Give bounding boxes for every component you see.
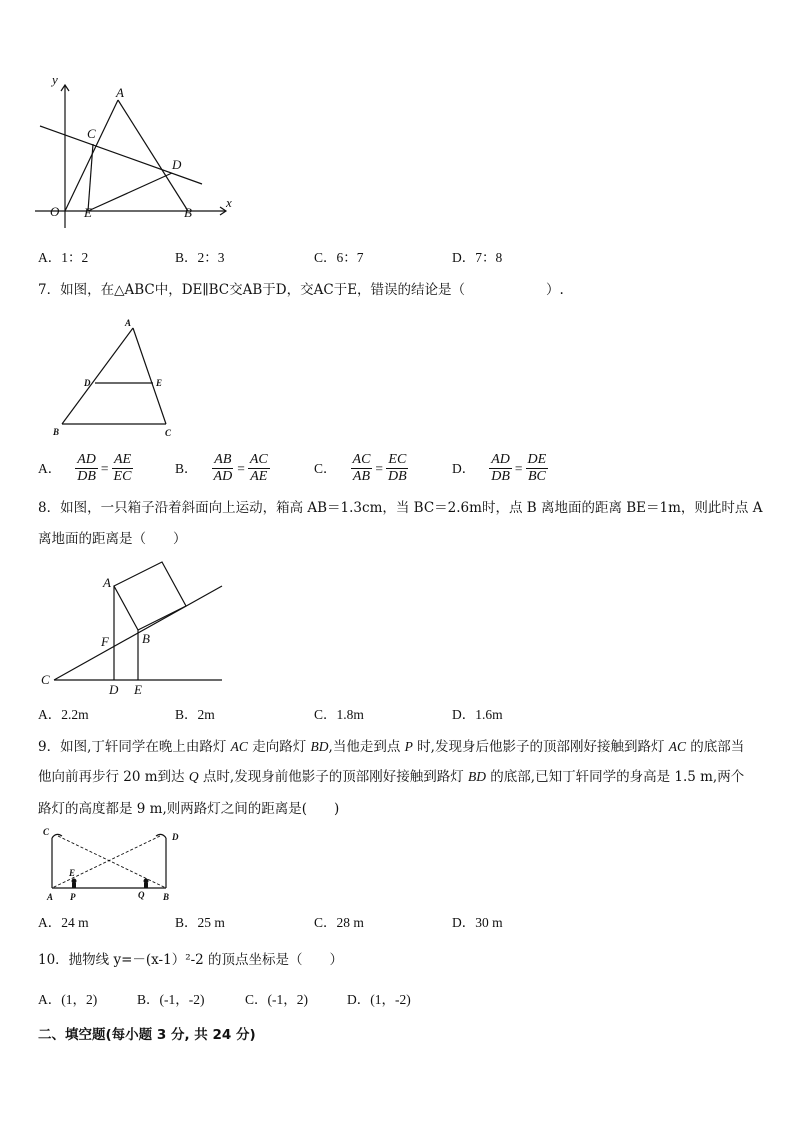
q6-option-b[interactable]: B．2：3	[175, 250, 225, 265]
label-E: E	[69, 868, 76, 878]
q9-option-c[interactable]: C．28 m	[314, 915, 364, 930]
q9-text-line1: 9．如图,丁轩同学在晚上由路灯 AC 走向路灯 BD,当他走到点 P 时,发现身后他影子的顶部刚好接触到路灯 AC 的底部当	[38, 739, 745, 755]
label-O: O	[50, 204, 60, 219]
q8-text-line2: 离地面的距离是（ ）	[38, 531, 187, 547]
option-letter: C．	[314, 460, 337, 476]
label-Q: Q	[138, 890, 145, 900]
label-B: B	[184, 205, 192, 220]
label-P: P	[70, 892, 76, 902]
label-E: E	[134, 682, 142, 697]
fraction: $\frac{AE}{EC}$	[113, 452, 132, 484]
section-title: 二、填空题(每小题 3 分, 共 24 分)	[38, 1027, 256, 1043]
label-x: x	[226, 195, 232, 210]
q9-option-d[interactable]: D．30 m	[452, 915, 503, 930]
fraction: $\frac{AB}{AD}$	[213, 452, 233, 484]
label-D: D	[84, 378, 91, 388]
q7-option-a[interactable]: A． $\frac{AD}{DB}$ = $\frac{AE}{EC}$	[38, 452, 132, 484]
label-F: F	[101, 634, 109, 649]
q7-option-b[interactable]: B． $\frac{AB}{AD}$ = $\frac{AC}{AE}$	[175, 452, 268, 484]
q9-text-line3: 路灯的高度都是 9 m,则两路灯之间的距离是( )	[38, 801, 340, 817]
fraction: $\frac{AC}{AB}$	[352, 452, 371, 484]
label-B: B	[142, 631, 150, 646]
figure-q7	[48, 316, 188, 442]
fraction: $\frac{AC}{AE}$	[249, 452, 268, 484]
label-y: y	[52, 72, 58, 87]
q9-option-a[interactable]: A．24 m	[38, 915, 89, 930]
label-C: C	[43, 827, 50, 837]
q6-option-d[interactable]: D．7：8	[452, 250, 503, 265]
figure-q9	[38, 826, 188, 904]
label-D: D	[172, 832, 179, 842]
option-letter: D．	[452, 460, 476, 476]
q8-text-line1: 8．如图，一只箱子沿着斜面向上运动，箱高 AB＝1.3cm，当 BC＝2.6m时，点 B 离地面的距离 BE＝1m，则此时点 A	[38, 500, 763, 516]
label-B: B	[163, 892, 170, 902]
label-C: C	[165, 428, 172, 438]
label-E: E	[84, 205, 92, 220]
label-E: E	[156, 378, 163, 388]
figure-q6	[30, 70, 250, 230]
label-B: B	[53, 427, 60, 437]
q9-text-line2: 他向前再步行 20 m到达 Q 点时,发现身前他影子的顶部刚好接触到路灯 BD 的底部,已知丁轩同学的身高是 1.5 m,两个	[38, 769, 745, 785]
label-C: C	[41, 672, 50, 687]
q8-option-a[interactable]: A．2.2m	[38, 707, 89, 722]
fraction: $\frac{EC}{DB}$	[388, 452, 407, 484]
option-letter: A．	[38, 460, 62, 476]
option-letter: B．	[175, 460, 198, 476]
fraction: $\frac{AD}{DB}$	[77, 452, 96, 484]
fraction: $\frac{DE}{BC}$	[527, 452, 547, 484]
q10-text: 10．抛物线 y=－(x-1）²-2 的顶点坐标是（ ）	[38, 952, 344, 968]
label-A: A	[103, 575, 111, 590]
q6-option-c[interactable]: C．6：7	[314, 250, 364, 265]
q8-option-c[interactable]: C．1.8m	[314, 707, 364, 722]
label-D: D	[109, 682, 119, 697]
label-A: A	[125, 318, 132, 328]
label-C: C	[87, 126, 96, 141]
q10-option-b[interactable]: B．(-1，-2)	[137, 992, 205, 1007]
label-D: D	[172, 157, 182, 172]
q6-option-a[interactable]: A．1：2	[38, 250, 89, 265]
q7-option-d[interactable]: D． $\frac{AD}{DB}$ = $\frac{DE}{BC}$	[452, 452, 547, 484]
q10-option-c[interactable]: C．(-1，2)	[245, 992, 308, 1007]
q10-option-a[interactable]: A．(1，2)	[38, 992, 98, 1007]
q7-option-c[interactable]: C． $\frac{AC}{AB}$ = $\frac{EC}{DB}$	[314, 452, 407, 484]
q7-text: 7．如图，在△ABC中，DE∥BC交AB于D，交AC于E，错误的结论是（ ）.	[38, 282, 564, 298]
q8-option-d[interactable]: D．1.6m	[452, 707, 503, 722]
q9-option-b[interactable]: B．25 m	[175, 915, 225, 930]
label-A: A	[116, 85, 124, 100]
fraction: $\frac{AD}{DB}$	[491, 452, 510, 484]
figure-q8	[36, 554, 236, 699]
q10-option-d[interactable]: D．(1，-2)	[347, 992, 411, 1007]
label-A: A	[47, 892, 54, 902]
q8-option-b[interactable]: B．2m	[175, 707, 215, 722]
